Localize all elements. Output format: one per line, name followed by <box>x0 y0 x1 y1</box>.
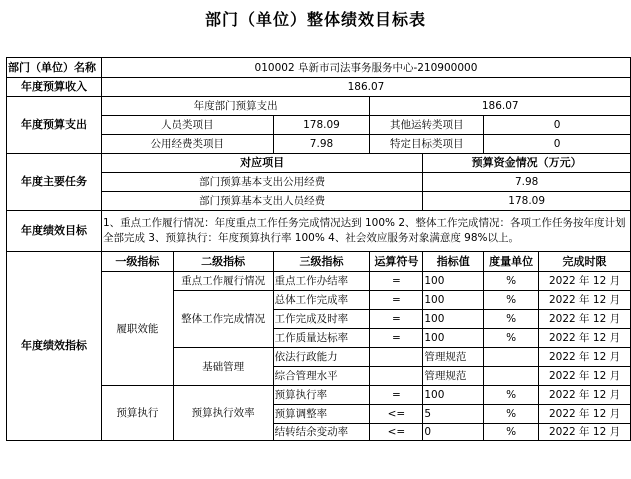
tasks-col-funds: 预算资金情况（万元） <box>423 154 631 173</box>
special-label: 特定目标类项目 <box>370 135 484 154</box>
public-label: 公用经费类项目 <box>101 135 273 154</box>
header-level3: 三级指标 <box>273 252 370 272</box>
value-cell: 5 <box>423 405 484 424</box>
level1-cell: 履职效能 <box>101 272 173 386</box>
deadline-cell: 2022 年 12 月 <box>539 329 631 348</box>
unit-cell: % <box>484 272 539 291</box>
header-level2: 二级指标 <box>173 252 273 272</box>
task-funds: 7.98 <box>423 173 631 192</box>
unit-cell <box>484 348 539 367</box>
level3-cell: 预算调整率 <box>273 405 370 424</box>
task-funds: 178.09 <box>423 192 631 211</box>
annual-income-value: 186.07 <box>101 78 630 97</box>
unit-name-label: 部门（单位）名称 <box>7 58 102 78</box>
expense-total-label: 年度部门预算支出 <box>101 97 369 116</box>
indicator-header-row <box>7 252 631 272</box>
level2-cell: 基础管理 <box>173 348 273 386</box>
operator-cell: <= <box>370 405 423 424</box>
unit-cell: % <box>484 310 539 329</box>
operator-cell: = <box>370 272 423 291</box>
personnel-label: 人员类项目 <box>101 116 273 135</box>
unit-cell: % <box>484 329 539 348</box>
unit-cell: % <box>484 405 539 424</box>
operator-cell: = <box>370 291 423 310</box>
perf-goal-text: 1、重点工作履行情况：年度重点工作任务完成情况达到 100% 2、整体工作完成情况：各项工作任务按年度计划全部完成 3、预算执行：年度预算执行率 100% 4、社会效应服务对象满意度 98%以上。 <box>101 211 630 252</box>
value-cell: 0 <box>423 424 484 441</box>
level3-cell: 综合管理水平 <box>273 367 370 386</box>
header-unit: 度量单位 <box>484 252 539 272</box>
level3-cell: 预算执行率 <box>273 386 370 405</box>
task-item: 部门预算基本支出人员经费 <box>101 192 422 211</box>
expense-total-value: 186.07 <box>370 97 631 116</box>
unit-cell: % <box>484 386 539 405</box>
unit-name-value: 010002 阜新市司法事务服务中心-210900000 <box>101 58 630 78</box>
deadline-cell: 2022 年 12 月 <box>539 348 631 367</box>
value-cell: 100 <box>423 272 484 291</box>
value-cell: 管理规范 <box>423 348 484 367</box>
performance-table <box>6 57 631 441</box>
tasks-header-row <box>7 154 631 173</box>
unit-cell <box>484 367 539 386</box>
unit-cell: % <box>484 291 539 310</box>
perf-goal-label: 年度绩效目标 <box>7 211 102 252</box>
operator-cell: <= <box>370 424 423 441</box>
header-value: 指标值 <box>423 252 484 272</box>
operator-cell: = <box>370 386 423 405</box>
annual-expense-label: 年度预算支出 <box>7 97 102 154</box>
level2-cell: 预算执行效率 <box>173 386 273 441</box>
level3-cell: 依法行政能力 <box>273 348 370 367</box>
deadline-cell: 2022 年 12 月 <box>539 405 631 424</box>
perf-indicators-label: 年度绩效指标 <box>7 252 102 441</box>
other-label: 其他运转类项目 <box>370 116 484 135</box>
level1-cell: 预算执行 <box>101 386 173 441</box>
level2-cell: 重点工作履行情况 <box>173 272 273 291</box>
annual-income-label: 年度预算收入 <box>7 78 102 97</box>
level3-cell: 工作完成及时率 <box>273 310 370 329</box>
deadline-cell: 2022 年 12 月 <box>539 310 631 329</box>
level3-cell: 工作质量达标率 <box>273 329 370 348</box>
page-title: 部门（单位）整体绩效目标表 <box>204 10 426 29</box>
special-value: 0 <box>484 135 631 154</box>
header-deadline: 完成时限 <box>539 252 631 272</box>
deadline-cell: 2022 年 12 月 <box>539 272 631 291</box>
level2-cell: 整体工作完成情况 <box>173 291 273 348</box>
main-tasks-label: 年度主要任务 <box>7 154 102 211</box>
operator-cell: = <box>370 310 423 329</box>
level3-cell: 重点工作办结率 <box>273 272 370 291</box>
public-value: 7.98 <box>273 135 370 154</box>
operator-cell: = <box>370 329 423 348</box>
value-cell: 管理规范 <box>423 367 484 386</box>
value-cell: 100 <box>423 291 484 310</box>
unit-cell: % <box>484 424 539 441</box>
tasks-col-item: 对应项目 <box>101 154 422 173</box>
other-value: 0 <box>484 116 631 135</box>
deadline-cell: 2022 年 12 月 <box>539 367 631 386</box>
personnel-value: 178.09 <box>273 116 370 135</box>
value-cell: 100 <box>423 310 484 329</box>
header-level1: 一级指标 <box>101 252 173 272</box>
expense-row-total <box>7 97 631 116</box>
deadline-cell: 2022 年 12 月 <box>539 424 631 441</box>
level3-cell: 总体工作完成率 <box>273 291 370 310</box>
header-operator: 运算符号 <box>370 252 423 272</box>
value-cell: 100 <box>423 329 484 348</box>
goal-row <box>7 211 631 252</box>
unit-name-row <box>7 58 631 78</box>
value-cell: 100 <box>423 386 484 405</box>
level3-cell: 结转结余变动率 <box>273 424 370 441</box>
task-item: 部门预算基本支出公用经费 <box>101 173 422 192</box>
deadline-cell: 2022 年 12 月 <box>539 291 631 310</box>
operator-cell <box>370 348 423 367</box>
operator-cell <box>370 367 423 386</box>
annual-income-row <box>7 78 631 97</box>
deadline-cell: 2022 年 12 月 <box>539 386 631 405</box>
